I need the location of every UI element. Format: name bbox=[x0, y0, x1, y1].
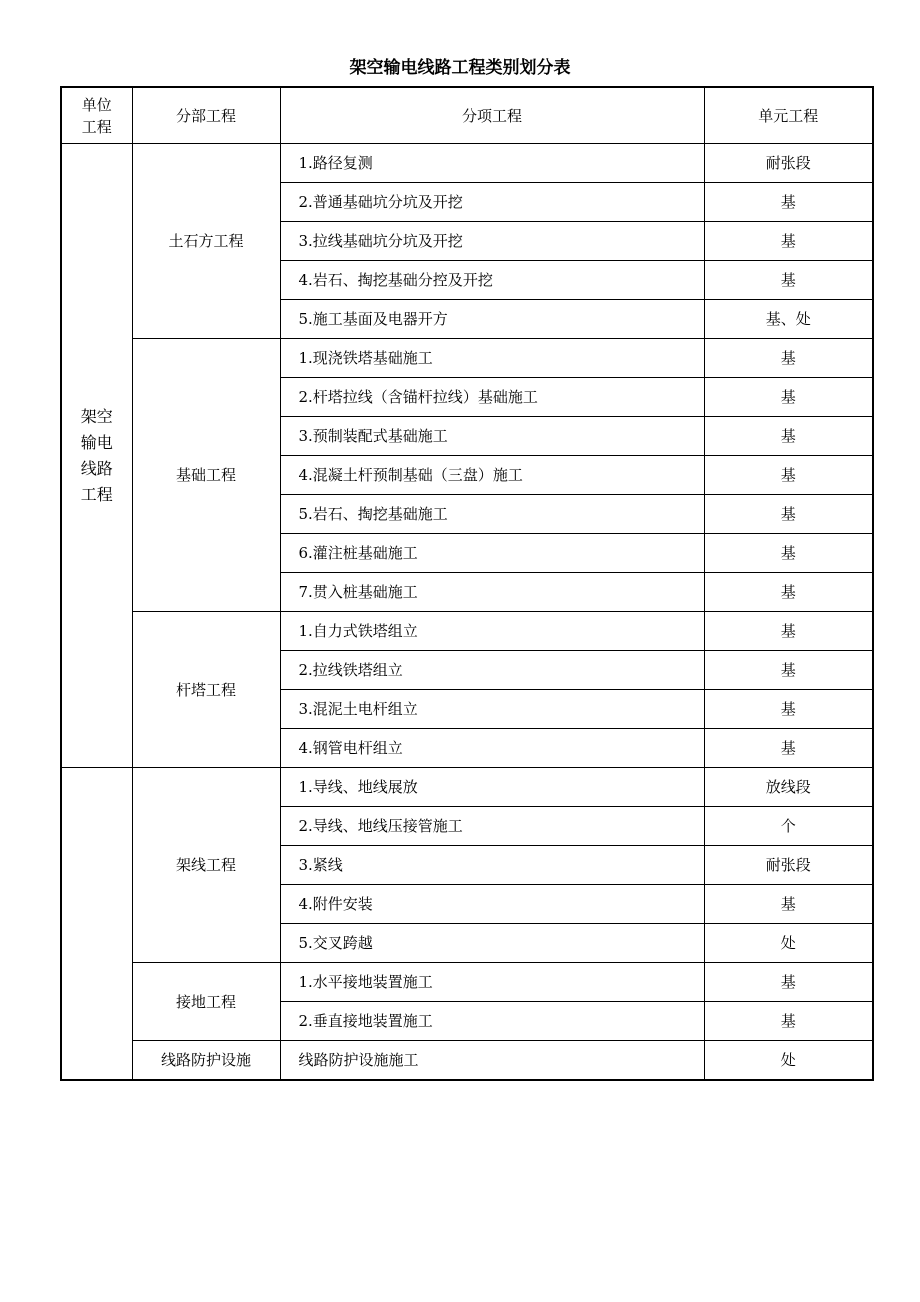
subitem-cell: 6.灌注桩基础施工 bbox=[280, 534, 704, 573]
subitem-cell: 3.预制装配式基础施工 bbox=[280, 417, 704, 456]
element-unit-cell: 基 bbox=[704, 573, 873, 612]
header-unit-line: 单位 bbox=[81, 95, 112, 114]
subitem-cell: 线路防护设施施工 bbox=[280, 1041, 704, 1081]
header-element: 单元工程 bbox=[704, 87, 873, 144]
header-subitem: 分项工程 bbox=[280, 87, 704, 144]
unit-project-cell bbox=[61, 144, 132, 768]
subitem-cell: 1.水平接地装置施工 bbox=[280, 963, 704, 1002]
table-row bbox=[61, 144, 873, 183]
subitem-cell: 1.自力式铁塔组立 bbox=[280, 612, 704, 651]
subitem-cell: 5.岩石、掏挖基础施工 bbox=[280, 495, 704, 534]
element-unit-cell: 基 bbox=[704, 534, 873, 573]
subitem-cell: 4.岩石、掏挖基础分控及开挖 bbox=[280, 261, 704, 300]
division-cell: 线路防护设施 bbox=[132, 1041, 280, 1081]
classification-table bbox=[60, 86, 874, 1081]
header-unit bbox=[61, 87, 132, 144]
header-unit-line: 工程 bbox=[81, 117, 112, 136]
element-unit-cell: 处 bbox=[704, 924, 873, 963]
table-row bbox=[61, 1041, 873, 1081]
element-unit-cell: 基 bbox=[704, 963, 873, 1002]
division-cell: 土石方工程 bbox=[132, 144, 280, 339]
element-unit-cell: 基 bbox=[704, 651, 873, 690]
header-division: 分部工程 bbox=[132, 87, 280, 144]
element-unit-cell: 基 bbox=[704, 417, 873, 456]
table-body bbox=[61, 144, 873, 1081]
subitem-cell: 1.路径复测 bbox=[280, 144, 704, 183]
subitem-cell: 3.拉线基础坑分坑及开挖 bbox=[280, 222, 704, 261]
subitem-cell: 1.现浇铁塔基础施工 bbox=[280, 339, 704, 378]
subitem-cell: 2.垂直接地装置施工 bbox=[280, 1002, 704, 1041]
table-row bbox=[61, 963, 873, 1002]
element-unit-cell: 基 bbox=[704, 612, 873, 651]
subitem-cell: 4.钢管电杆组立 bbox=[280, 729, 704, 768]
element-unit-cell: 耐张段 bbox=[704, 846, 873, 885]
element-unit-cell: 基 bbox=[704, 183, 873, 222]
unit-project-line: 工程 bbox=[80, 484, 113, 504]
subitem-cell: 5.施工基面及电器开方 bbox=[280, 300, 704, 339]
subitem-cell: 2.杆塔拉线（含锚杆拉线）基础施工 bbox=[280, 378, 704, 417]
element-unit-cell: 基 bbox=[704, 885, 873, 924]
unit-project-line: 线路 bbox=[80, 458, 113, 478]
unit-project-line: 架空 bbox=[80, 406, 113, 426]
element-unit-cell: 基 bbox=[704, 729, 873, 768]
subitem-cell: 3.混泥土电杆组立 bbox=[280, 690, 704, 729]
subitem-cell: 3.紧线 bbox=[280, 846, 704, 885]
subitem-cell: 4.混凝土杆预制基础（三盘）施工 bbox=[280, 456, 704, 495]
division-cell: 杆塔工程 bbox=[132, 612, 280, 768]
table-row bbox=[61, 768, 873, 807]
element-unit-cell: 基 bbox=[704, 495, 873, 534]
element-unit-cell: 基 bbox=[704, 222, 873, 261]
unit-project-line: 输电 bbox=[80, 432, 113, 452]
element-unit-cell: 耐张段 bbox=[704, 144, 873, 183]
element-unit-cell: 处 bbox=[704, 1041, 873, 1081]
element-unit-cell: 放线段 bbox=[704, 768, 873, 807]
element-unit-cell: 基 bbox=[704, 339, 873, 378]
element-unit-cell: 基、处 bbox=[704, 300, 873, 339]
element-unit-cell: 个 bbox=[704, 807, 873, 846]
subitem-cell: 1.导线、地线展放 bbox=[280, 768, 704, 807]
subitem-cell: 4.附件安装 bbox=[280, 885, 704, 924]
division-cell: 基础工程 bbox=[132, 339, 280, 612]
subitem-cell: 2.导线、地线压接管施工 bbox=[280, 807, 704, 846]
header-row bbox=[61, 87, 873, 144]
subitem-cell: 2.普通基础坑分坑及开挖 bbox=[280, 183, 704, 222]
subitem-cell: 5.交叉跨越 bbox=[280, 924, 704, 963]
division-cell: 接地工程 bbox=[132, 963, 280, 1041]
element-unit-cell: 基 bbox=[704, 690, 873, 729]
subitem-cell: 7.贯入桩基础施工 bbox=[280, 573, 704, 612]
table-row bbox=[61, 612, 873, 651]
subitem-cell: 2.拉线铁塔组立 bbox=[280, 651, 704, 690]
page-title: 架空输电线路工程类别划分表 bbox=[349, 58, 571, 78]
element-unit-cell: 基 bbox=[704, 456, 873, 495]
element-unit-cell: 基 bbox=[704, 378, 873, 417]
division-cell: 架线工程 bbox=[132, 768, 280, 963]
element-unit-cell: 基 bbox=[704, 1002, 873, 1041]
element-unit-cell: 基 bbox=[704, 261, 873, 300]
table-row bbox=[61, 339, 873, 378]
unit-project-cell-empty bbox=[61, 768, 132, 1081]
